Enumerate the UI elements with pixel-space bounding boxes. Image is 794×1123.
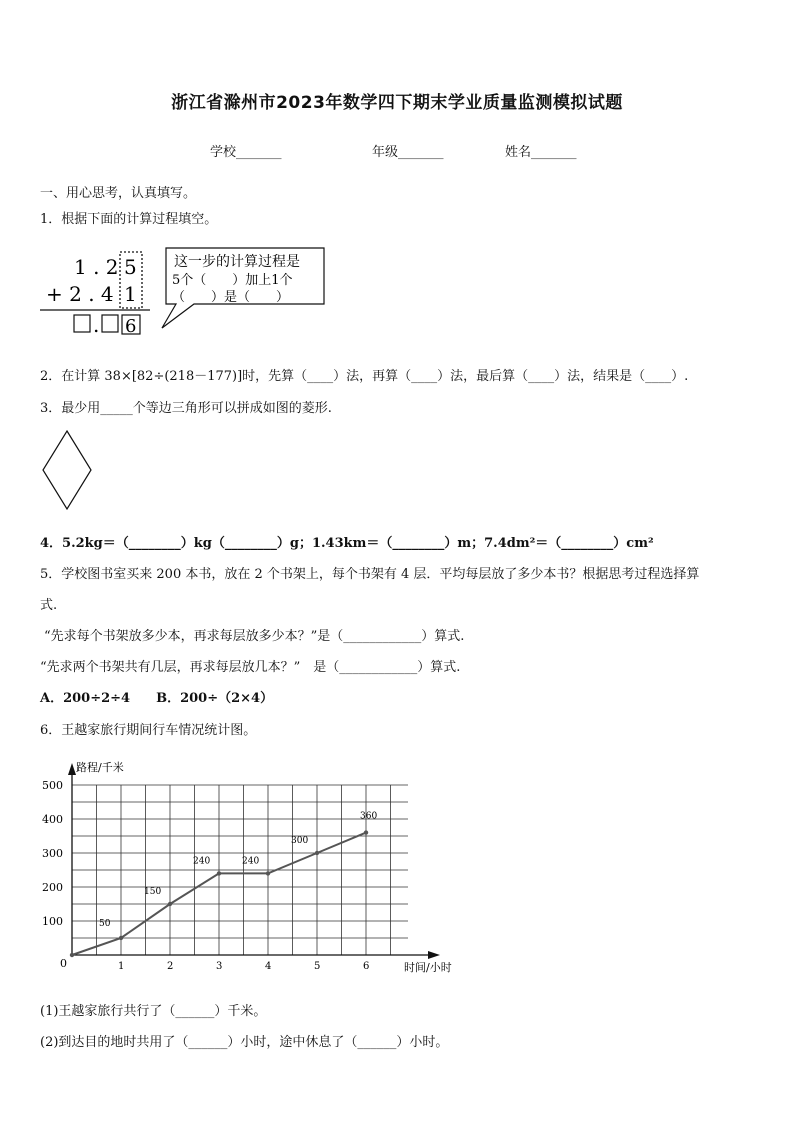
- question-5-line-4: “先求两个书架共有几层，再求每层放几本？” 是（____________）算式.: [40, 660, 461, 675]
- y-tick-label: 100: [42, 915, 63, 928]
- grade-field[interactable]: 年级_______: [372, 145, 444, 160]
- y-tick-label: 300: [42, 847, 63, 860]
- y-tick-label: 200: [42, 881, 63, 894]
- x-tick-label: 3: [216, 961, 223, 972]
- page-title: 浙江省滁州市2023年数学四下期末学业质量监测模拟试题: [171, 93, 623, 113]
- data-label: 50: [99, 919, 111, 929]
- question-6: 6．王越家旅行期间行车情况统计图。: [40, 723, 257, 738]
- addend-1: 1 . 2: [74, 255, 119, 279]
- chart-grid: [72, 785, 408, 955]
- addend-2-last-digit: 1: [124, 282, 137, 306]
- data-label: 360: [360, 811, 378, 822]
- data-point: [70, 953, 74, 957]
- question-5-line-3: “先求每个书架放多少本，再求每层放多少本？”是（____________）算式.: [44, 629, 465, 644]
- y-tick-label: 400: [42, 813, 63, 826]
- x-tick-label: 4: [265, 961, 272, 972]
- rhombus-figure: [40, 428, 94, 512]
- x-axis-arrow: [428, 951, 440, 959]
- bubble-line-3: （ ）是（ ）: [172, 290, 290, 305]
- data-label: 300: [291, 836, 309, 846]
- addend-1-last-digit: 5: [124, 255, 137, 279]
- bubble-line-2: 5个（ ）加上1个: [172, 273, 293, 288]
- y-axis-label: 路程/千米: [76, 761, 124, 774]
- question-2: 2．在计算 38×[82÷(218－177)]时，先算（____）法，再算（____）法，最后算（____）法，结果是（____）.: [40, 369, 689, 384]
- question-5-line-1: 5．学校图书室买来 200 本书，放在 2 个书架上，每个书架有 4 层．平均每层放了多少本书？根据思考过程选择算: [40, 567, 700, 582]
- data-point: [266, 871, 270, 875]
- x-tick-label: 6: [363, 961, 370, 972]
- data-label: 150: [144, 887, 162, 897]
- addition-figure: [38, 244, 338, 340]
- x-tick-label: 5: [314, 961, 321, 972]
- decimal-point: .: [93, 313, 100, 337]
- x-axis-label: 时间/小时: [404, 961, 452, 974]
- answer-box-1[interactable]: [74, 315, 90, 332]
- name-field[interactable]: 姓名_______: [505, 145, 577, 160]
- question-6-sub-2: (2)到达目的地时共用了（______）小时，途中休息了（______）小时。: [40, 1035, 449, 1050]
- school-field[interactable]: 学校_______: [210, 145, 282, 160]
- result-digit: 6: [125, 316, 137, 337]
- data-point: [217, 871, 221, 875]
- question-3: 3．最少用_____个等边三角形可以拼成如图的菱形.: [40, 401, 332, 416]
- data-point: [168, 902, 172, 906]
- origin-label: 0: [60, 957, 67, 970]
- question-1: 1．根据下面的计算过程填空。: [40, 212, 218, 227]
- x-tick-label: 1: [118, 961, 125, 972]
- question-6-sub-1: (1)王越家旅行共行了（______）千米。: [40, 1004, 267, 1019]
- addend-2: + 2 . 4: [46, 282, 114, 306]
- data-point: [364, 830, 368, 834]
- answer-box-2[interactable]: [102, 315, 118, 332]
- question-5-line-2: 式.: [40, 598, 58, 613]
- data-label: 240: [193, 856, 211, 867]
- y-axis-arrow: [68, 763, 76, 775]
- data-point: [119, 936, 123, 940]
- section-heading: 一、用心思考，认真填写。: [40, 186, 197, 201]
- data-point: [315, 851, 319, 855]
- data-label: 240: [242, 856, 260, 867]
- y-tick-label: 500: [42, 779, 63, 792]
- bubble-line-1: 这一步的计算过程是: [174, 254, 300, 270]
- travel-line-chart: [30, 755, 470, 980]
- question-4: 4．5.2kg＝（________）kg（________）g；1.43km＝（________）m；7.4dm²＝（________）cm²: [40, 536, 654, 551]
- question-5-options: A．200÷2÷4 B．200÷（2×4）: [40, 691, 274, 706]
- x-tick-label: 2: [167, 961, 174, 972]
